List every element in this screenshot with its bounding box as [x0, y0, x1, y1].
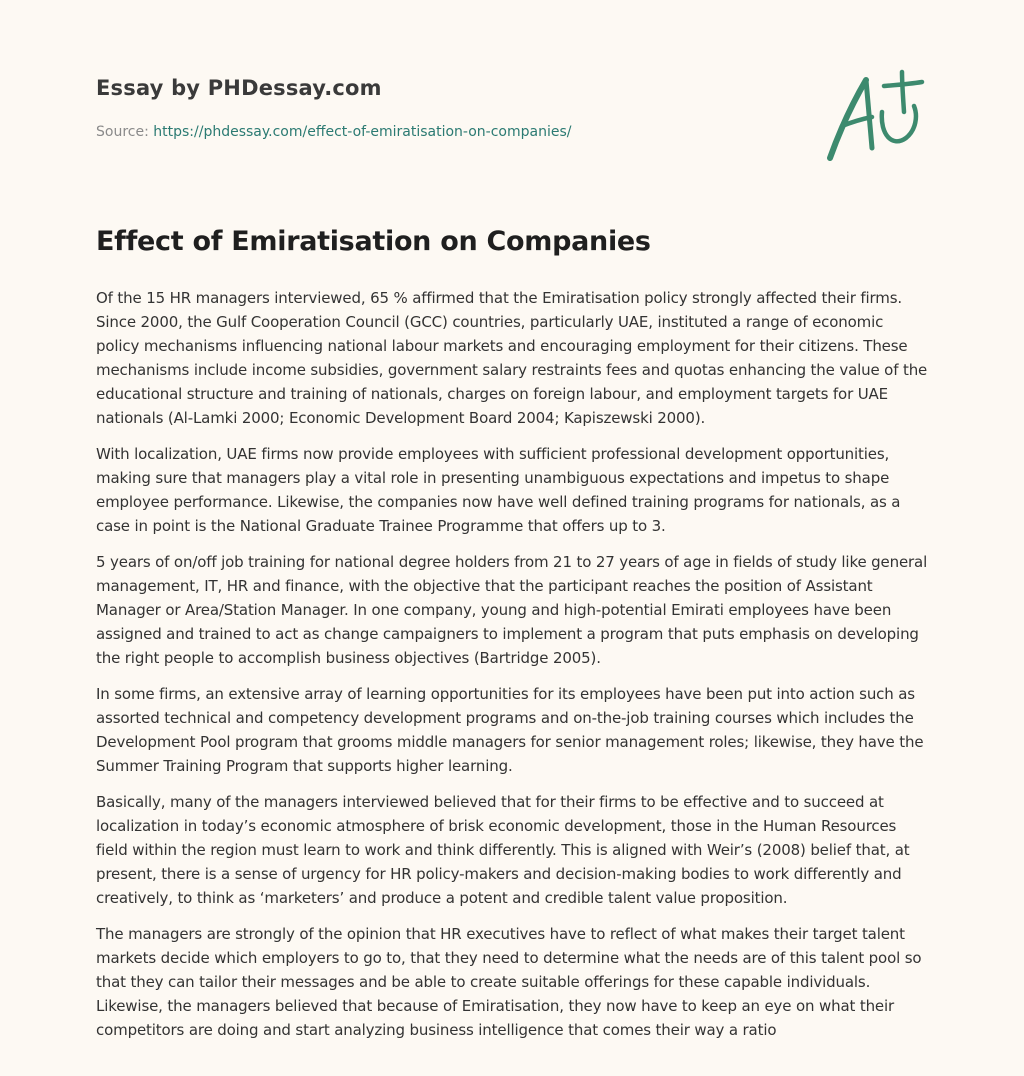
essay-paragraph: In some firms, an extensive array of learning opportunities for its employees have been put into action such as assorted technical and competency development programs and on-the-job training courses which includes the Development Pool program that grooms middle managers for senior management roles; likewise, they have the Summer Training Program that supports higher learning.	[96, 685, 924, 775]
essay-title: Effect of Emiratisation on Companies	[96, 226, 651, 257]
source-link[interactable]: https://phdessay.com/effect-of-emiratisation-on-companies/	[153, 124, 572, 140]
essay-paragraph: The managers are strongly of the opinion that HR executives have to reflect of what makes their target talent markets decide which employers to go to, that they need to determine what the needs are of this talent pool so that they can tailor their messages and be able to create suitable offerings for these capable individuals. Likewise, the managers believed that because of Emiratisation, they now have to keep an eye on what their competitors are doing and start analyzing business intelligence that comes their way a ratio	[96, 925, 922, 1039]
source-line	[96, 124, 571, 140]
site-title: Essay by PHDessay.com	[96, 76, 382, 100]
a-plus-logo-icon	[822, 68, 926, 164]
essay-paragraph: With localization, UAE firms now provide employees with sufficient professional development opportunities, making sure that managers play a vital role in presenting unambiguous expectations and impetus to shape employee performance. Likewise, the companies now have well defined training programs for nationals, as a case in point is the National Graduate Trainee Programme that offers up to 3.	[96, 445, 901, 535]
essay-paragraph: 5 years of on/off job training for national degree holders from 21 to 27 years of age in fields of study like general management, IT, HR and finance, with the objective that the participant reaches the position of Assistant Manager or Area/Station Manager. In one company, young and high-potential Emirati employees have been assigned and trained to act as change campaigners to implement a program that puts emphasis on developing the right people to accomplish business objectives (Bartridge 2005).	[96, 553, 928, 667]
essay-paragraph: Basically, many of the managers interviewed believed that for their firms to be effective and to succeed at localization in today’s economic atmosphere of brisk economic development, those in the Human Resources field within the region must learn to work and think differently. This is aligned with Weir’s (2008) belief that, at present, there is a sense of urgency for HR policy-makers and decision-making bodies to work differently and creatively, to think as ‘marketers’ and produce a potent and credible talent value proposition.	[96, 793, 910, 907]
essay-paragraph: Of the 15 HR managers interviewed, 65 % affirmed that the Emiratisation policy strongly affected their firms. Since 2000, the Gulf Cooperation Council (GCC) countries, particularly UAE, instituted a range of economic policy mechanisms influencing national labour markets and encouraging employment for their citizens. These mechanisms include income subsidies, government salary restraints fees and quotas enhancing the value of the educational structure and training of nationals, charges on foreign labour, and employment targets for UAE nationals (Al-Lamki 2000; Economic Development Board 2004; Kapiszewski 2000).	[96, 289, 928, 427]
essay-body	[96, 286, 928, 1054]
source-label: Source:	[96, 124, 149, 140]
